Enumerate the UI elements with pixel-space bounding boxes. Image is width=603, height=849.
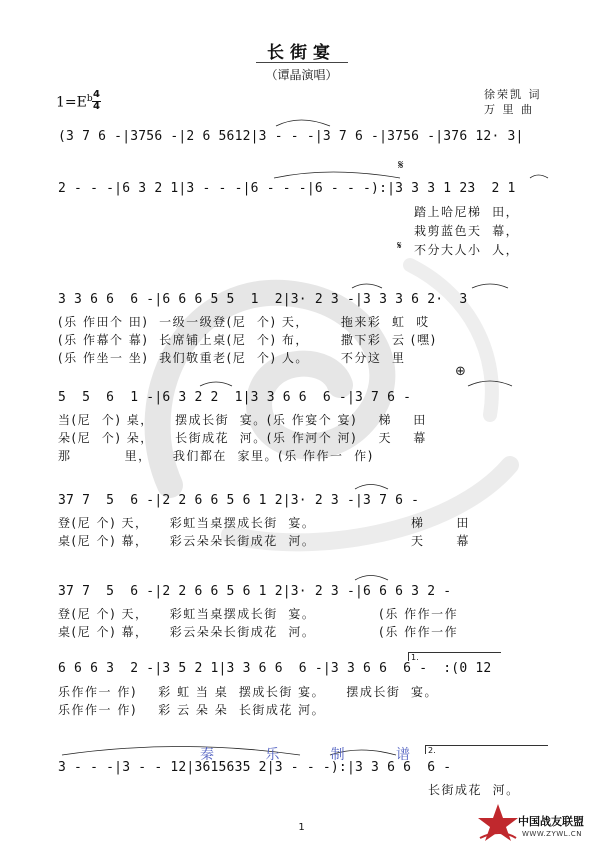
slur-arc [352,284,382,288]
tie-arc [274,172,400,178]
lyric-line: (乐 作幕个 幕) 长席铺上桌(尼 个) 布， 撒下彩 云 (嘿) [58,333,437,347]
notation-line: 6 6 6 3 2 -|3 5 2 1|3 3 6 6 6 -|3 3 6 6 6 - :(0 12 [58,661,492,676]
segno-mark-lyric: 𝄋 [397,239,402,252]
lyric-line: 登(尼 个) 天， 彩虹当桌摆成长街 宴。 梯 田 [58,516,470,530]
lyric-line: 登(尼 个) 天， 彩虹当桌摆成长街 宴。 (乐 作作一作 [58,607,459,621]
notation-line: 3 - - -|3 - - 12|3615635 2|3 - - -):|3 3 6 6 6 - [58,760,452,775]
lyric-line: (乐 作田个 田) 一级一级登(尼 个) 天， 拖来彩 虹 哎 [58,315,430,329]
slur-arc [200,382,232,386]
slur-arc [355,576,388,581]
volta-second-ending: 2. [425,745,548,754]
key-flat: b [86,94,93,104]
lyric-line: 乐作作一 作) 彩 云 朵 朵 长街成花 河。 [58,703,326,717]
notation-line: 37 7 5 6 -|2 2 6 6 5 6 1 2|3· 2 3 -|3 7 6 - [58,493,420,508]
volta-first-ending: 1. [408,652,501,661]
meter-bottom: 4 [93,101,100,112]
tie-arc [276,120,330,126]
slur-arc [355,485,388,490]
meter-top: 4 [93,89,100,100]
segno-mark: 𝄋 [398,158,404,173]
logo-name: 中国战友联盟 [518,815,584,828]
notation-line: 3 3 6 6 6 -|6 6 6 5 5 1 2|3· 2 3 -|3 3 3 6 2· 3 [58,292,468,307]
lyric-line: 桌(尼 个) 幕， 彩云朵朵长街成花 河。 天 幕 [58,534,470,548]
arranger-char: 乐 [265,747,280,763]
lyric-line: 那 里， 我们都在 家里。(乐 作作一 作) [58,449,374,463]
lyric-line: 踏上哈尼梯 田， [414,205,520,219]
arranger-credit [200,744,410,764]
lyric-line: 不分大人小 人， [414,243,520,257]
lyric-line: 当(尼 个) 桌， 摆成长街 宴。(乐 作宴个 宴) 梯 田 [58,413,427,427]
arranger-char: 制 [330,747,345,763]
notation-line: (3 7 6 -|3756 -|2 6 5612|3 - - -|3 7 6 -|3756 -|376 12· 3| [58,129,524,144]
composer-credit: 万 里 曲 [484,103,534,116]
performer-subtitle: （谭晶演唱） [265,68,338,82]
slur-arc [472,284,508,288]
coda-mark: ⊕ [455,364,466,379]
page-number: 1 [298,822,305,833]
lyric-line: 栽剪蓝色天 幕， [414,224,520,238]
notation-line: 5 5 6 1 -|6 3 2 2 1|3 3 6 6 6 -|3 7 6 - [58,390,412,405]
logo-url: WWW.ZYWL.CN [522,830,582,838]
notation-line: 2 - - -|6 3 2 1|3 - - -|6 - - -|6 - - -):|3 3 3 1 23 2 1 [58,181,516,196]
lyric-line: (乐 作坐一 坐) 我们敬重老(尼 个) 人。 不分这 里 [58,351,406,365]
arranger-char: 秦 [200,747,214,763]
lyric-line: 乐作作一 作) 彩 虹 当 桌 摆成长街 宴。 摆成长街 宴。 [58,685,439,699]
lyric-line: 长街成花 河。 [428,783,520,797]
arranger-char: 谱 [395,747,410,763]
lyric-line: 朵(尼 个) 朵， 长街成花 河。(乐 作河个 河) 天 幕 [58,431,427,445]
lyric-line: 桌(尼 个) 幕， 彩云朵朵长街成花 河。 (乐 作作一作 [58,625,459,639]
page-title: 长街宴 [267,43,336,63]
notation-line: 37 7 5 6 -|2 2 6 6 5 6 1 2|3· 2 3 -|6 6 6 3 2 - [58,584,452,599]
key-text: 1=E [56,94,87,111]
lyricist-credit: 徐荣凯 词 [484,88,542,101]
slur-arc [468,381,512,386]
slur-arc [530,175,548,178]
